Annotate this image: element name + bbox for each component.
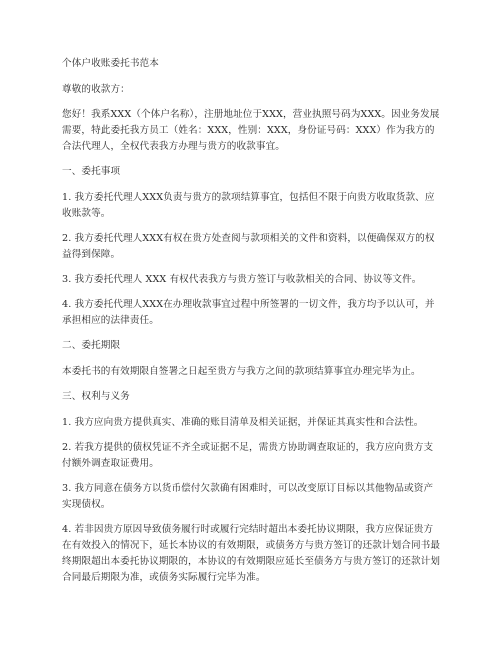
section-2-heading: 二、委托期限 — [62, 340, 121, 351]
document-title: 个体户收账委托书范本 — [62, 58, 159, 69]
section-3-item: 2. 若我方提供的债权凭证不齐全或证据不足，需贵方协助调查取证的，我方应向贵方支付额外调查取证费用。 — [62, 442, 434, 469]
section-3-item: 1. 我方应向贵方提供真实、准确的账目清单及相关证据，并保证其真实性和合法性。 — [62, 417, 424, 428]
section-1-heading: 一、委托事项 — [62, 166, 121, 177]
intro-paragraph: 您好！我系XXX（个体户名称），注册地址位于XXX，营业执照号码为XXX。因业务发展需要，特此委托我方员工（姓名：XXX，性别：XXX，身份证号码：XXX）作为我方的合法代理人，全权代表我方办理与贵方的收款事宜。 — [62, 109, 440, 152]
section-1-item: 3. 我方委托代理人 XXX 有权代表我方与贵方签订与收款相关的合同、协议等文件。 — [62, 274, 422, 285]
section-1-item: 2. 我方委托代理人XXX有权在贵方处查阅与款项相关的文件和资料，以便确保双方的权益得到保障。 — [62, 233, 435, 260]
section-2-body: 本委托书的有效期限自签署之日起至贵方与我方之间的款项结算事宜办理完毕为止。 — [62, 366, 421, 377]
document-body — [62, 56, 442, 595]
section-3-heading: 三、权利与义务 — [62, 391, 130, 402]
section-3-item: 4. 若非因贵方原因导致债务履行时或履行完结时超出本委托协议期限，我方应保证贵方在有效投入的情况下，延长本协议的有效期限，或债务方与贵方签订的还款计划合同书最终期限超出本委托协议期限的，本协议的有效期限应延长至债务方与贵方签订的还款计划合同最后期限为准，或债务实际履行完毕为准。 — [62, 524, 441, 583]
section-1-item: 4. 我方委托代理人XXX在办理收款事宜过程中所签署的一切文件，我方均予以认可，并承担相应的法律责任。 — [62, 299, 435, 326]
section-1-item: 1. 我方委托代理人XXX负责与贵方的款项结算事宜，包括但不限于向贵方收取货款、应收账款等。 — [62, 192, 435, 219]
salutation: 尊敬的收款方： — [62, 84, 130, 95]
section-3-item: 3. 我方同意在债务方以货币偿付欠款确有困难时，可以改变原订目标以其他物品或资产实现债权。 — [62, 483, 434, 510]
